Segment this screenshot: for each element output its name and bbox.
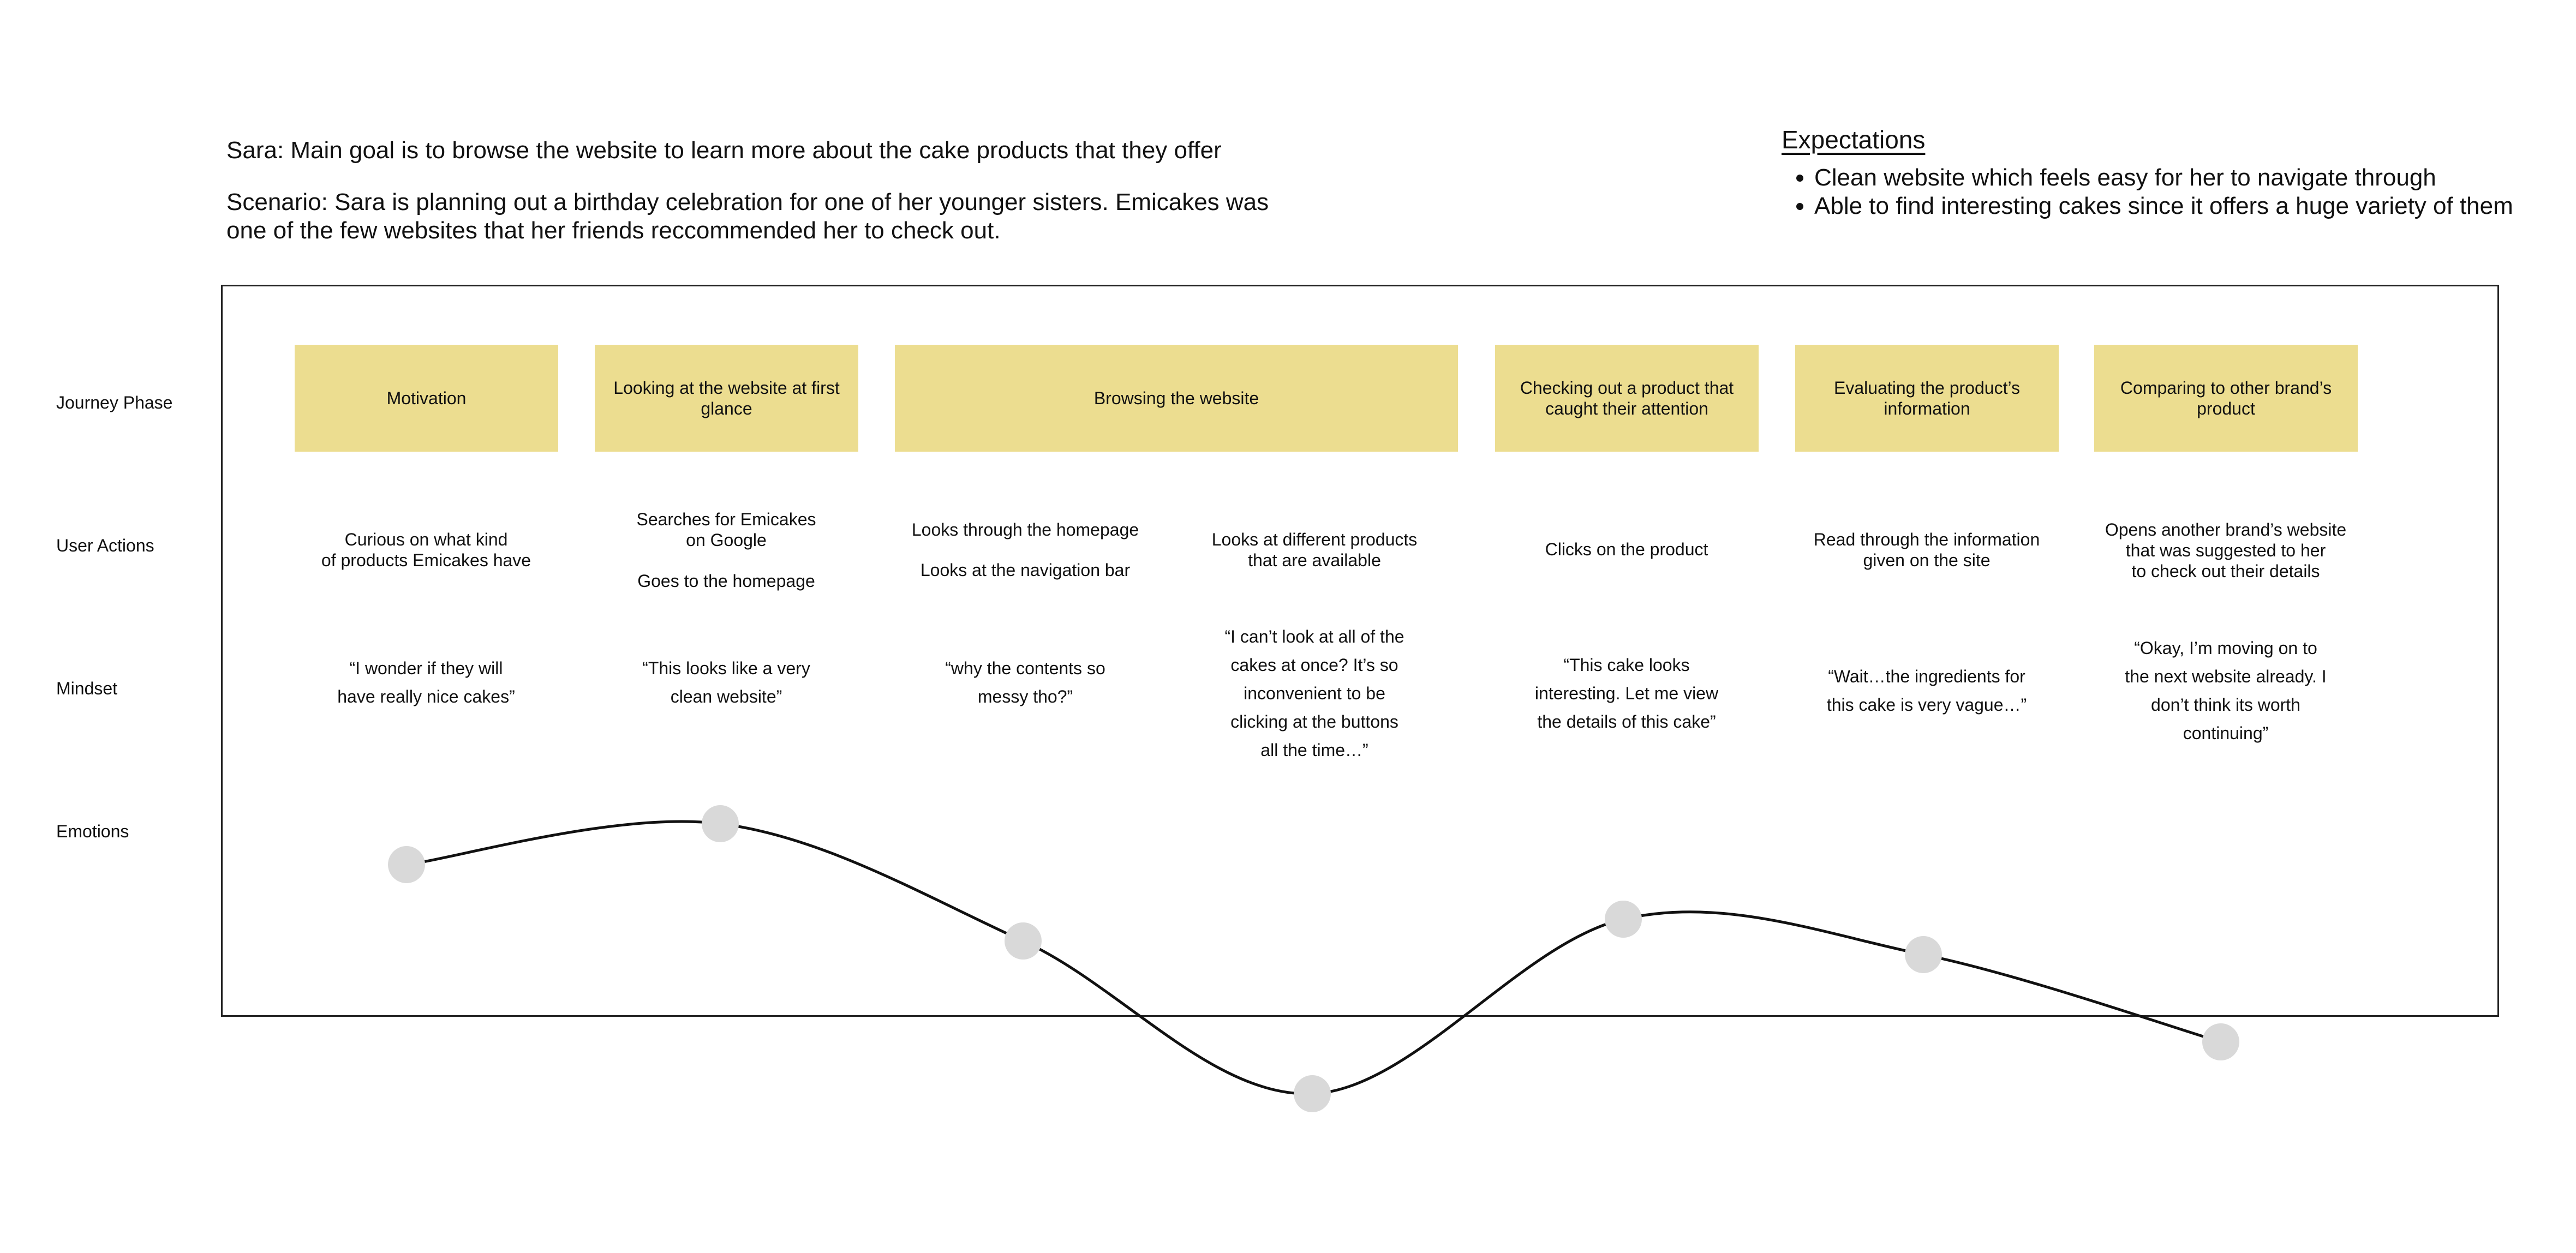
emotion-point-7 [2202, 1023, 2239, 1060]
row-label-mindset: Mindset [56, 679, 118, 698]
user-action: Goes to the homepage [637, 571, 815, 591]
emotion-point-4 [1294, 1075, 1331, 1112]
expectation-item: • Clean website which feels easy for her to navigate through [1814, 164, 2567, 192]
user-action: Clicks on the product [1545, 539, 1708, 559]
mindset-quote: “Okay, I’m moving on to the next website already. I don’t think its worth continuing” [2125, 638, 2327, 743]
mindset-quote: “I can’t look at all of the cakes at once? It’s so inconvenient to be clicking at the buttons all the time…” [1224, 627, 1404, 760]
emotion-point-3 [1005, 922, 1042, 960]
scenario-text: Scenario: Sara is planning out a birthday celebration for one of her younger sisters. Emicakes was one of the few websites that her friends reccommended her to check out. [226, 189, 1269, 244]
phase-browsing: Browsing the website [895, 345, 1458, 452]
phase-evaluating: Evaluating the product’s information [1795, 345, 2059, 452]
emotion-points [388, 805, 2239, 1112]
emotion-point-2 [702, 805, 739, 842]
mindset-quote: “Wait…the ingredients for this cake is very vague…” [1826, 667, 2027, 715]
emotion-point-6 [1905, 936, 1942, 973]
goal-text: Sara: Main goal is to browse the website to learn more about the cake products that they offer [226, 137, 1222, 164]
expectations-title: Expectations [1782, 125, 1926, 154]
mindset-quote: “This cake looks interesting. Let me view the details of this cake” [1534, 655, 1719, 732]
user-action: Searches for Emicakes on Google [636, 509, 816, 550]
user-action: Opens another brand’s website that was suggested to her to check out their details [2105, 520, 2347, 581]
phase-checking-product: Checking out a product that caught their attention [1495, 345, 1759, 452]
user-action: Read through the information given on the site [1813, 530, 2040, 570]
expectation-item: • Able to find interesting cakes since it offers a huge variety of them [1814, 192, 2567, 220]
mindset-quote: “I wonder if they will have really nice cakes” [337, 658, 515, 706]
user-action: Looks at the navigation bar [920, 560, 1131, 580]
row-label-user-actions: User Actions [56, 536, 154, 555]
mindset-quote: “This looks like a very clean website” [642, 658, 810, 706]
emotion-point-1 [388, 846, 425, 883]
user-action: Curious on what kind of products Emicakes have [321, 530, 531, 570]
phase-first-glance: Looking at the website at first glance [595, 345, 858, 452]
phase-comparing: Comparing to other brand’s product [2094, 345, 2358, 452]
mindset-quote: “why the contents so messy tho?” [945, 658, 1105, 706]
row-label-journey-phase: Journey Phase [56, 393, 173, 412]
user-action: Looks at different products that are available [1211, 530, 1418, 570]
row-label-emotions: Emotions [56, 822, 129, 841]
phase-motivation: Motivation [295, 345, 558, 452]
emotion-curve [407, 822, 2221, 1094]
user-action: Looks through the homepage [911, 520, 1139, 539]
emotion-point-5 [1605, 901, 1642, 938]
